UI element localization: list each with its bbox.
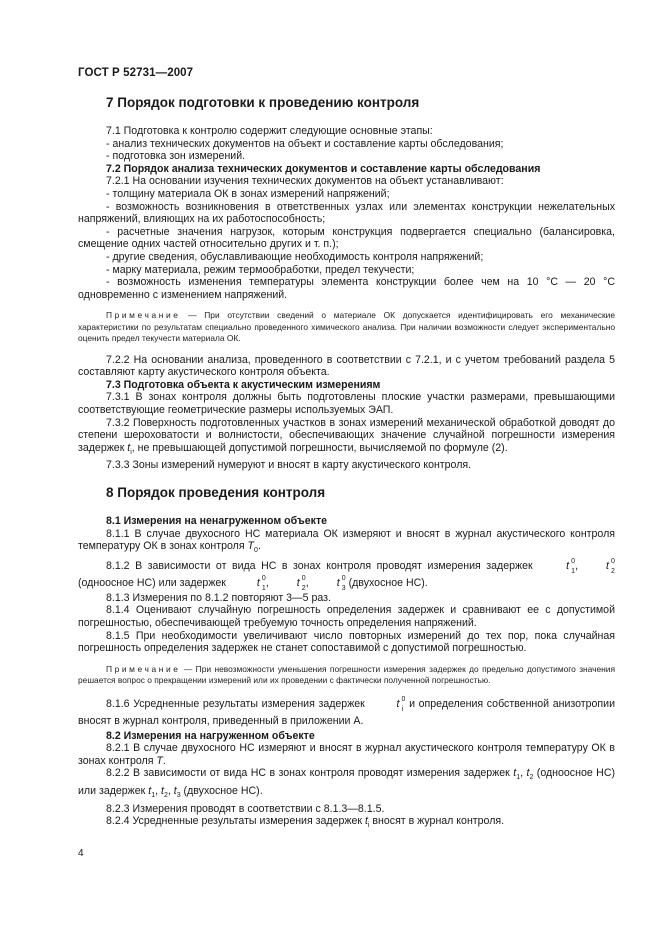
note-1 [78, 310, 615, 344]
subscript: 0 [254, 547, 258, 555]
paragraph-8-1-6 [78, 696, 615, 730]
text: , не превышающей допустимой погрешности, вычисляемой по формуле (2). [131, 441, 508, 454]
standard-code-header: ГОСТ Р 52731—2007 [78, 67, 194, 79]
paragraph-7-3-1: 7.3.1 В зонах контроля должны быть подготовлены плоские участки размерами, превышающими соответствующие геометрические размеры используемых ЭАП. [78, 391, 615, 416]
variable: t [160, 785, 164, 798]
note-text: — При отсутствии сведений о материале ОК допускается идентифицировать его механические характеристики по результатам специально проведенного химического анализа. При наличии возможности следует экспериментально оценить предел текучести материала ОК. [78, 310, 615, 344]
variable: t [127, 441, 131, 454]
subsection-8-1-title: 8.1 Измерения на ненагруженном объекте [106, 515, 328, 527]
variable: t [148, 785, 152, 798]
text: 8.1.6 Усредненные результаты измерения задержек [106, 697, 369, 710]
subsection-8-2-title: 8.2 Измерения на нагруженном объекте [106, 729, 315, 742]
paragraph-8-1-2: 8.1.2 В зависимости от вида НС в зонах контроля проводят измерения задержек t 0 1 , t 0 2 (одноосное НС) или задержек t 0 1 , t 0 2 , t 0 3 (двухосное НС). [78, 557, 615, 592]
list-item: - возможность изменения температуры элемента конструкции более чем на 10 °С — 20 °С одновременно с изменением напряжений. [78, 276, 615, 301]
section-8-title: 8 Порядок проведения контроля [106, 485, 326, 500]
variable: t [364, 815, 368, 828]
subscript: 1 [516, 774, 521, 782]
text: (одноосное НС) или задержек [78, 767, 616, 798]
text: вносят в журнал контроля. [369, 815, 505, 828]
subscript: 3 [176, 792, 181, 800]
note-text: — При невозможности уменьшения погрешности измерения задержек до предельно допустимого значения решается вопрос о прекращении измерений или их проведении с фактически полученной погрешностью. [78, 663, 615, 686]
paragraph-7-2-2: 7.2.2 На основании анализа, проведенного в соответствии с 7.2.1, и с учетом требований раздела 5 составляют карту акустического контроля объекта. [78, 353, 615, 379]
note-label: Примечание [106, 663, 181, 674]
subscript: 2 [163, 792, 168, 800]
paragraph-7-3-2 [78, 417, 615, 460]
section-7-body [78, 125, 615, 472]
subsection-7-3-title: 7.3 Подготовка объекта к акустическим измерениям [106, 378, 381, 391]
list-item: - толщину материала ОК в зонах измерений напряжений; [106, 187, 390, 200]
paragraph-8-2-2: 8.2.2 В зависимости от вида НС в зонах контроля проводят измерения задержек $t_1$, $t_2$ (одноосное НС) или задержек $t_1$, $t_2$, $t_3$ (двухосное НС). [78, 767, 616, 800]
formula-t1-0: t 0 1 [566, 557, 576, 575]
list-item: - анализ технических документов на объект и составление карты обследования; [106, 137, 504, 150]
section-8-body [78, 515, 615, 833]
variable: t [173, 785, 177, 798]
text: 8.2.4 Усредненные результаты измерения задержек [106, 815, 365, 828]
formula-t2-0: t 0 2 [296, 574, 306, 592]
subscript: 2 [529, 774, 534, 782]
list-item: - марку материала, режим термообработки, предел текучести; [106, 263, 415, 276]
list-item: - возможность возникновения в ответственных узлах или элементах конструкции нежелательных напряжений, влияющих на их работоспособность; [78, 200, 615, 226]
paragraph-8-1-4: 8.1.4 Оценивают случайную погрешность определения задержек и сравнивают ее с допустимой погрешностью, обеспечивающей требуемую точность определения напряжений. [78, 604, 615, 630]
text: 8.2.1 В случае двухосного НС измеряют и вносят в журнал акустического контроля температуру ОК в зонах контроля [78, 742, 615, 767]
text: (одноосное НС) или задержек [78, 576, 229, 589]
list-item: - расчетные значения нагрузок, которым конструкция подвергается специально (балансировка, смещение одних частей относительно других и т. п.); [78, 225, 615, 251]
paragraph-8-2-1 [78, 742, 615, 767]
list-item: - подготовка зон измерений. [106, 150, 246, 163]
section-7-title: 7 Порядок подготовки к проведению контроля [106, 95, 420, 110]
formula-ti-0: t 0 i [396, 695, 406, 713]
text: и определения собственной анизотропии вносят в журнал контроля, приведенный в приложении А. [78, 697, 615, 727]
paragraph-8-1-5: 8.1.5 При необходимости увеличивают число повторных измерений до тех пор, пока случайная погрешность определения задержек не станет сопоставимой с допустимой погрешностью. [78, 629, 615, 655]
text: 8.1.2 В зависимости от вида НС в зонах контроля проводят измерения задержек [106, 559, 539, 572]
paragraph-8-1-1 [78, 528, 615, 558]
variable: T [247, 540, 255, 553]
text: (двухосное НС). [180, 785, 263, 798]
paragraph-7-1: 7.1 Подготовка к контролю содержит следующие основные этапы: [106, 125, 433, 137]
paragraph-7-3-3: 7.3.3 Зоны измерений нумеруют и вносят в карту акустического контроля. [106, 459, 472, 472]
text: 8.2.2 В зависимости от вида НС в зонах контроля проводят измерения задержек [106, 767, 514, 780]
list-item: - другие сведения, обуславливающие необходимость контроля напряжений; [106, 250, 484, 263]
text: (двухосное НС). [345, 576, 428, 589]
formula-t1-0: t 0 1 [256, 574, 266, 592]
subscript: 1 [151, 792, 156, 800]
text: . [162, 754, 166, 767]
note-2 [78, 664, 615, 687]
note-label: Примечание [106, 310, 181, 321]
formula-t2-0: t 0 2 [606, 557, 615, 575]
subsection-7-2-title: 7.2 Порядок анализа технических документов и составление карты обследования [106, 162, 541, 175]
formula-t3-0: t 0 3 [336, 574, 346, 592]
page-number: 4 [78, 848, 84, 859]
text: 8.1.1 В случае двухосного НС материала ОК измеряют и вносят в журнал акустического контроля температуру ОК в зонах контроля [78, 527, 615, 553]
subscript: i [130, 448, 132, 456]
variable: T [156, 754, 163, 767]
text: 7.3.2 Поверхность подготовленных участков в зонах измерений механической обработкой доводят до степени шероховатости и волнистости, обеспечивающих значение случайной погрешности измерения задержек [78, 416, 615, 454]
variable: t [513, 767, 517, 780]
paragraph-7-2-1: 7.2.1 На основании изучения технических документов на объект устанавливают: [106, 175, 504, 188]
paragraph-8-2-4 [78, 815, 615, 833]
paragraph-8-1-3: 8.1.3 Измерения по 8.1.2 повторяют 3—5 раз. [106, 591, 331, 604]
text: . [257, 540, 261, 553]
variable: t [526, 767, 530, 780]
paragraph-8-2-3: 8.2.3 Измерения проводят в соответствии с 8.1.3—8.1.5. [106, 802, 385, 815]
subscript: i [367, 822, 370, 830]
